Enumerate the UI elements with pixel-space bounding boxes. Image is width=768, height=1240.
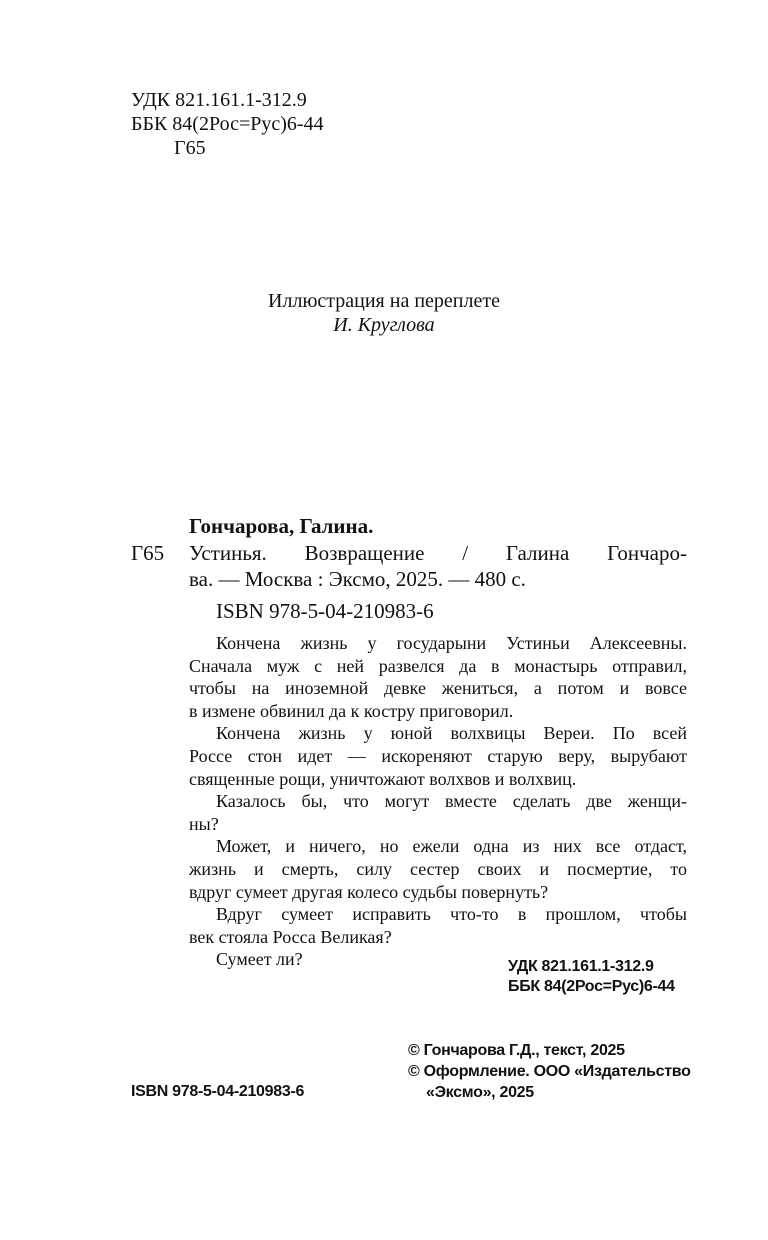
record-author: Гончарова, Галина. (189, 514, 374, 538)
annotation-line: жизнь и смерть, силу сестер своих и посмертие, то (189, 858, 687, 879)
annotation-line: чтобы на иноземной девке жениться, а потом и вовсе (189, 678, 687, 699)
annotation (189, 632, 687, 971)
copyright-design: © Оформление. ООО «Издательство (408, 1063, 691, 1080)
record-isbn: ISBN 978-5-04-210983-6 (216, 599, 434, 623)
bbk-code: ББК 84(2Рос=Рус)6-44 (131, 113, 324, 135)
isbn-bottom: ISBN 978-5-04-210983-6 (131, 1083, 305, 1100)
bbk-code-bottom: ББК 84(2Рос=Рус)6-44 (508, 978, 675, 995)
record-title-line: Устинья. Возвращение / Галина Гончаро- (189, 541, 687, 565)
annotation-line: век стояла Росса Великая? (189, 926, 392, 947)
author-mark: Г65 (174, 137, 206, 159)
udk-code: УДК 821.161.1-312.9 (131, 89, 307, 111)
annotation-line: вдруг сумеет другая колесо судьбы повернуть? (189, 881, 549, 902)
annotation-line: священные рощи, уничтожают волхвов и волхвиц. (189, 768, 577, 789)
copyright-block (408, 1040, 691, 1103)
classification-top (131, 88, 324, 160)
annotation-line: Сумеет ли? (216, 949, 303, 970)
annotation-line: Сначала муж с ней развелся да в монастырь отправил, (189, 655, 687, 676)
annotation-line: Россе стон идет — искореняют старую веру, вырубают (189, 745, 687, 766)
illustrator-name: И. Круглова (333, 314, 435, 336)
udk-code-bottom: УДК 821.161.1-312.9 (508, 958, 654, 975)
annotation-line: ны? (189, 813, 219, 834)
annotation-line: Кончена жизнь у юной волхвицы Вереи. По всей (216, 723, 687, 744)
copyright-design-cont: «Эксмо», 2025 (426, 1084, 534, 1101)
record-author-mark: Г65 (131, 541, 165, 565)
illustration-credit (0, 289, 768, 337)
illustration-label: Иллюстрация на переплете (268, 290, 500, 312)
annotation-line: Кончена жизнь у государыни Устиньи Алексеевны. (216, 633, 687, 653)
annotation-line: в измене обвинил да к костру приговорил. (189, 700, 514, 721)
copyright-text: © Гончарова Г.Д., текст, 2025 (408, 1042, 625, 1059)
annotation-line: Может, и ничего, но ежели одна из них все отдаст, (216, 836, 687, 857)
annotation-line: Вдруг сумеет исправить что-то в прошлом, чтобы (216, 904, 687, 925)
annotation-line: Казалось бы, что могут вместе сделать две женщи- (216, 791, 687, 812)
record-publication-line: ва. — Москва : Эксмо, 2025. — 480 с. (189, 567, 526, 591)
classification-bottom (508, 957, 675, 997)
